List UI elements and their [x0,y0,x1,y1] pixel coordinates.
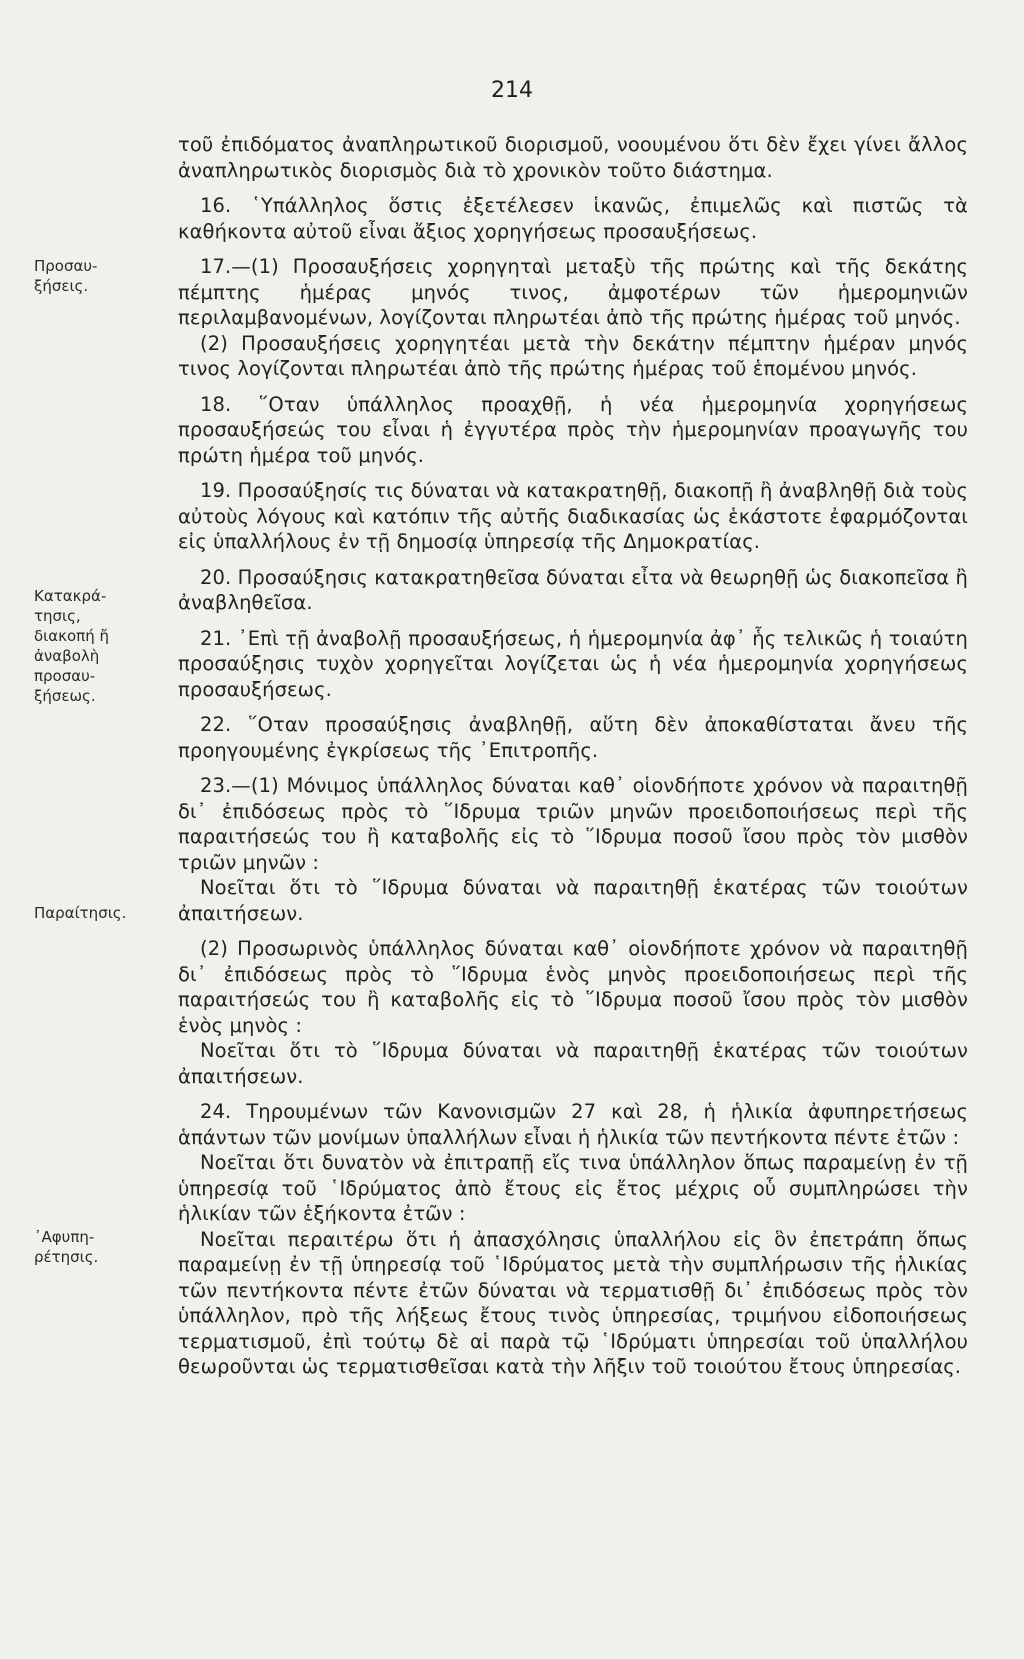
paragraph-18: 18. ῞Οταν ὑπάλληλος προαχθῇ, ἡ νέα ἡμερομηνία χορηγήσεως προσαυξήσεώς του εἶναι ἡ ἐγγυτέρα πρὸς τὴν ἡμερομηνίαν προαγωγῆς του πρώτη ἡμέρα τοῦ μηνός. [178,392,968,467]
margin-note-increments: Προσαυ- ξήσεις. [34,257,98,295]
paragraph-16: 16. ῾Υπάλληλος ὅστις ἐξετέλεσεν ἱκανῶς, ἐπιμελῶς καὶ πιστῶς τὰ καθήκοντα αὐτοῦ εἶναι ἄξιος χορηγήσεως προσαυξήσεως. [178,194,968,243]
paragraph-22: 22. ῞Οταν προσαύξησις ἀναβληθῇ, αὕτη δὲν ἀποκαθίσταται ἄνευ τῆς προηγουμένης ἐγκρίσεως τῆς ᾽Επιτροπῆς. [178,713,968,762]
margin-note-resignation: Παραίτησις. [34,904,127,922]
paragraph-23-2: (2) Προσωρινὸς ὑπάλληλος δύναται καθ᾽ οἱονδήποτε χρόνον νὰ παραιτηθῇ δι᾽ ἐπιδόσεως πρὸς τὸ ῞Ιδρυμα ἑνὸς μηνὸς προειδοποιήσεως περὶ τῆς παραιτήσεώς του ἢ καταβολῆς εἰς τὸ ῞Ιδρυμα ποσοῦ ἴσου πρὸς τὸν μισθὸν ἑνὸς μηνὸς : [178,937,968,1037]
paragraph-19: 19. Προσαύξησίς τις δύναται νὰ κατακρατηθῇ, διακοπῇ ἢ ἀναβληθῇ διὰ τοὺς αὐτοὺς λόγους καὶ κατόπιν τῆς αὐτῆς διαδικασίας ὡς ἑκάστοτε ἐφαρμόζονται εἰς ὑπαλλήλους ἐν τῇ δημοσίᾳ ὑπηρεσίᾳ τῆς Δημοκρατίας. [178,479,968,553]
paragraph-24-proviso: Νοεῖται ὅτι δυνατὸν νὰ ἐπιτραπῇ εἴς τινα ὑπάλληλον ὅπως παραμείνῃ ἐν τῇ ὑπηρεσίᾳ τοῦ ῾Ιδρύματος ἀπὸ ἔτους εἰς ἔτος μέχρις οὗ συμπληρώσει τὴν ἡλικίαν τῶν ἑξήκοντα ἐτῶν : [178,1151,968,1225]
paragraph-continuation: τοῦ ἐπιδόματος ἀναπληρωτικοῦ διορισμοῦ, νοουμένου ὅτι δὲν ἔχει γίνει ἄλλος ἀναπληρωτικὸς διορισμὸς διὰ τὸ χρονικὸν τοῦτο διάστημα. [178,133,968,182]
paragraph-23-2-proviso: Νοεῖται ὅτι τὸ ῞Ιδρυμα δύναται νὰ παραιτηθῇ ἑκατέρας τῶν τοιούτων ἀπαιτήσεων. [178,1039,968,1088]
paragraph-20: 20. Προσαύξησις κατακρατηθεῖσα δύναται εἶτα νὰ θεωρηθῇ ὡς διακοπεῖσα ἢ ἀναβληθεῖσα. [178,565,968,614]
margin-note-withholding: Κατακρά- τησις, διακοπή ἤ ἀναβολὴ προσαυ- ξήσεως. [34,587,109,705]
paragraph-17-1: 17.—(1) Προσαυξήσεις χορηγηταὶ μεταξὺ τῆς πρώτης καὶ τῆς δεκάτης πέμπτης ἡμέρας μηνός τινος, ἀμφοτέρων τῶν ἡμερομηνιῶν περιλαμβανομένων, λογίζονται πληρωτέαι ἀπὸ τῆς πρώτης ἡμέρας τοῦ μηνός. [178,255,968,329]
paragraph-23-1: 23.—(1) Μόνιμος ὑπάλληλος δύναται καθ᾽ οἱονδήποτε χρόνον νὰ παραιτηθῇ δι᾽ ἐπιδόσεως πρὸς τὸ ῞Ιδρυμα τριῶν μηνῶν προειδοποιήσεως περὶ τῆς παραιτήσεώς του ἢ καταβολῆς εἰς τὸ ῞Ιδρυμα ποσοῦ ἴσου πρὸς τὸν μισθὸν τριῶν μηνῶν : [178,774,968,874]
paragraph-24-further-proviso: Νοεῖται περαιτέρω ὅτι ἡ ἀπασχόλησις ὑπαλλήλου εἰς ὃν ἐπετράπη ὅπως παραμείνῃ ἐν τῇ ὑπηρεσίᾳ τοῦ ῾Ιδρύματος μετὰ τὴν συμπλήρωσιν τῆς ἡλικίας τῶν πεντήκοντα πέντε ἐτῶν δύναται νὰ τερματισθῇ δι᾽ ἐπιδόσεως πρὸς τὸν ὑπάλληλον, πρὸ τῆς λήξεως ἔτους τινὸς ὑπηρεσίας, τριμήνου εἰδοποιήσεως τερματισμοῦ, ἐπὶ τούτῳ δὲ αἱ παρὰ τῷ ῾Ιδρύματι ὑπηρεσίαι τοῦ ὑπαλλήλου θεωροῦνται ὡς τερματισθεῖσαι κατὰ τὴν λῆξιν τοῦ τοιούτου ἔτους ὑπηρεσίας. [178,1227,968,1378]
margin-note-retirement: ᾽Αφυπη- ρέτησις. [34,1228,99,1266]
page-number: 214 [491,78,533,103]
paragraph-17-2: (2) Προσαυξήσεις χορηγητέαι μετὰ τὴν δεκάτην πέμπτην ἡμέραν μηνός τινος λογίζονται πληρωτέαι ἀπὸ τῆς πρώτης ἡμέρας τοῦ ἑπομένου μηνός. [178,331,968,380]
body-text [178,132,968,1390]
paragraph-24: 24. Τηρουμένων τῶν Κανονισμῶν 27 καὶ 28, ἡ ἡλικία ἀφυπηρετήσεως ἁπάντων τῶν μονίμων ὑπαλλήλων εἶναι ἡ ἡλικία τῶν πεντήκοντα πέντε ἐτῶν : [178,1100,968,1149]
paragraph-21: 21. ᾽Επὶ τῇ ἀναβολῇ προσαυξήσεως, ἡ ἡμερομηνία ἀφ᾽ ἧς τελικῶς ἡ τοιαύτη προσαύξησις τυχὸν χορηγεῖται λογίζεται ὡς ἡ νέα ἡμερομηνία χορηγήσεως προσαυξήσεως. [178,626,968,701]
paragraph-23-1-proviso: Νοεῖται ὅτι τὸ ῞Ιδρυμα δύναται νὰ παραιτηθῇ ἑκατέρας τῶν τοιούτων ἀπαιτήσεων. [178,876,968,925]
